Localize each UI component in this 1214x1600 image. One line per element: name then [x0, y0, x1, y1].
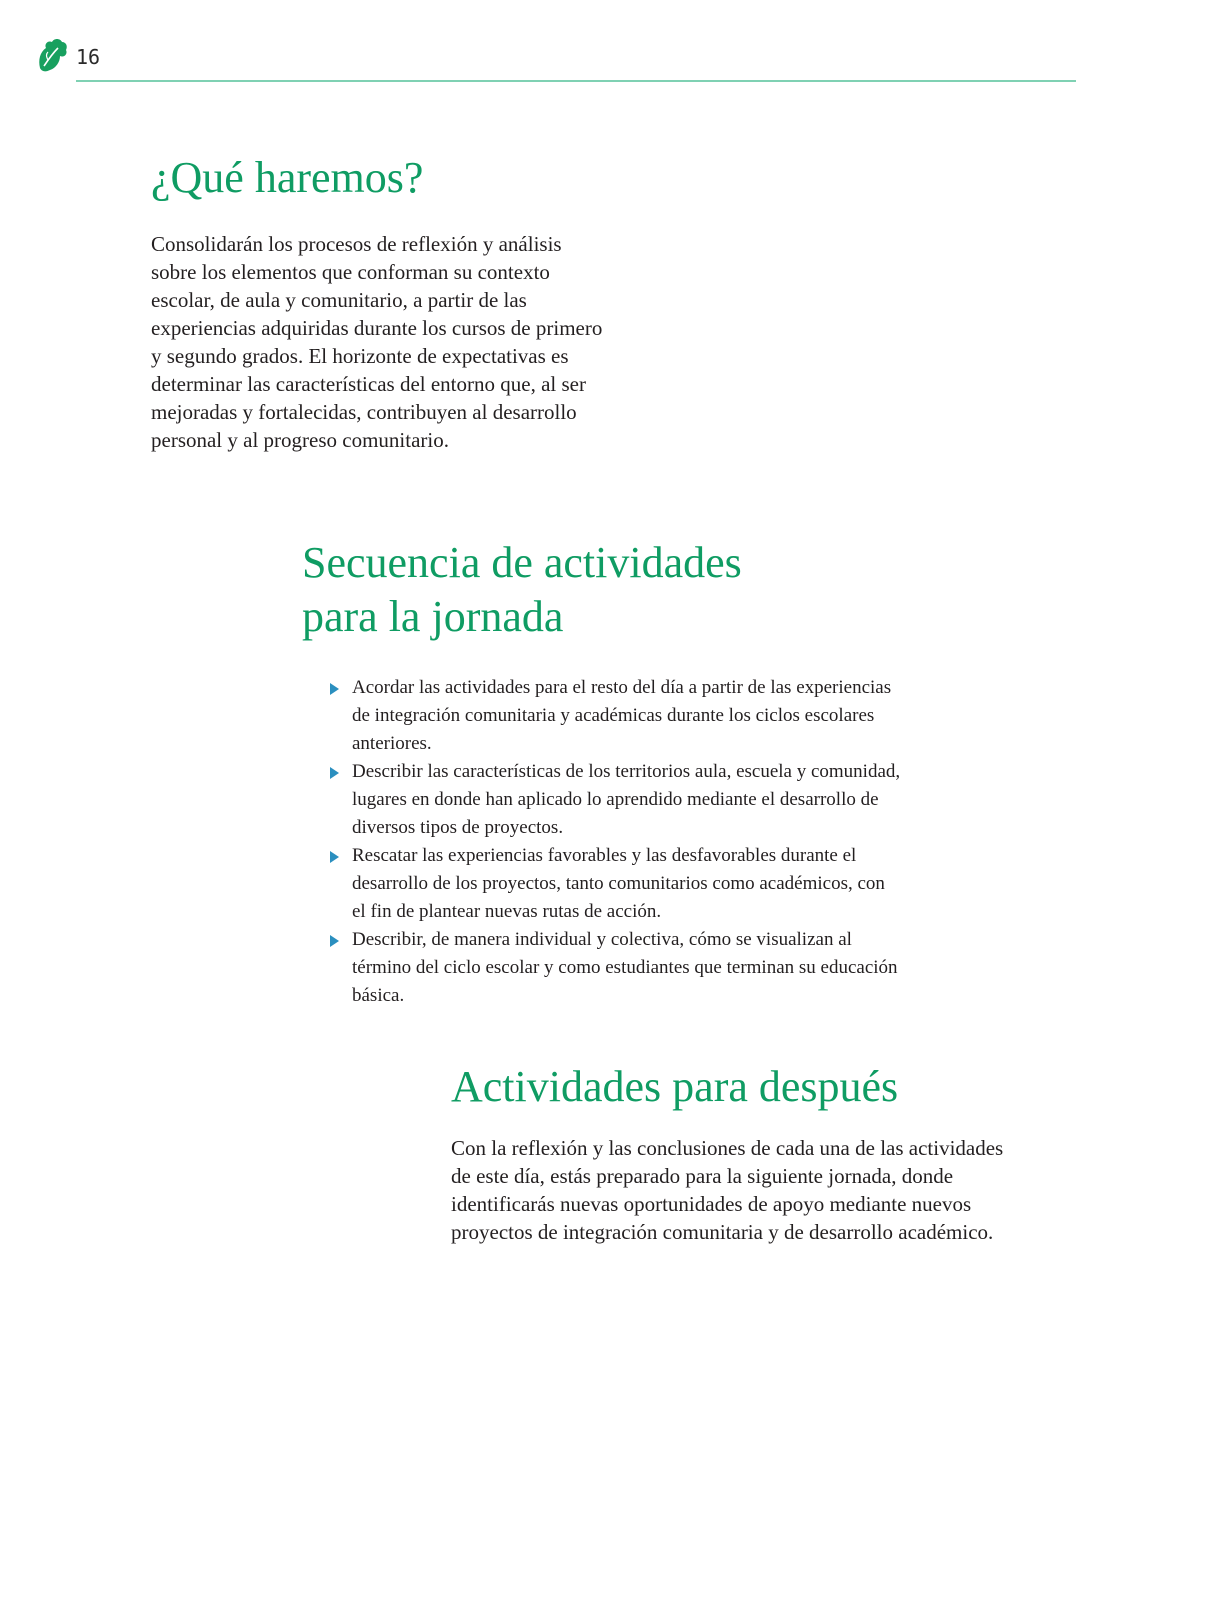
- activity-list: [328, 674, 902, 1010]
- list-item-text: Rescatar las experiencias favorables y las desfavorables durante el desarrollo de los proyectos, tanto comunitarios como académicos, con el fin de plantear nuevas rutas de acción.: [352, 845, 885, 922]
- section-title: Actividades para después: [451, 1062, 899, 1111]
- green-plant-logo-icon: [36, 38, 68, 74]
- section-body: Con la reflexión y las conclusiones de cada una de las actividades de este día, estás preparado para la siguiente jornada, donde identificarás nuevas oportunidades de apoyo mediante nuevos proyectos de integración comunitaria y de desarrollo académico.: [451, 1136, 1004, 1244]
- section-title: [302, 536, 902, 644]
- list-item-text: Describir, de manera individual y colectiva, cómo se visualizan al término del ciclo escolar y como estudiantes que terminan su educación básica.: [352, 929, 898, 1006]
- section-title-line-1: Secuencia de actividades: [302, 538, 742, 587]
- list-item: [328, 842, 902, 926]
- list-item-text: Describir las características de los territorios aula, escuela y comunidad, lugares en donde han aplicado lo aprendido mediante el desarrollo de diversos tipos de proyectos.: [352, 761, 901, 838]
- list-item: [328, 758, 902, 842]
- list-item-text: Acordar las actividades para el resto del día a partir de las experiencias de integración comunitaria y académicas durante los ciclos escolares anteriores.: [352, 677, 892, 754]
- list-item: [328, 674, 902, 758]
- section-body: Consolidarán los procesos de reflexión y análisis sobre los elementos que conforman su contexto escolar, de aula y comunitario, a partir de las experiencias adquiridas durante los cursos de primero y segundo grados. El horizonte de expectativas es determinar las características del entorno que, al ser mejoradas y fortalecidas, contribuyen al desarrollo personal y al progreso comunitario.: [151, 232, 603, 452]
- triangle-bullet-icon: [330, 683, 339, 695]
- page-header: [36, 36, 1076, 86]
- triangle-bullet-icon: [330, 851, 339, 863]
- triangle-bullet-icon: [330, 935, 339, 947]
- section-despues: [451, 1060, 1011, 1246]
- section-title: ¿Qué haremos?: [151, 153, 424, 202]
- triangle-bullet-icon: [330, 767, 339, 779]
- section-que-haremos: [151, 152, 611, 454]
- header-divider: [76, 80, 1076, 82]
- section-secuencia: [302, 536, 902, 1010]
- page-number: 16: [76, 45, 101, 69]
- list-item: [328, 926, 902, 1010]
- section-title-line-2: para la jornada: [302, 592, 564, 641]
